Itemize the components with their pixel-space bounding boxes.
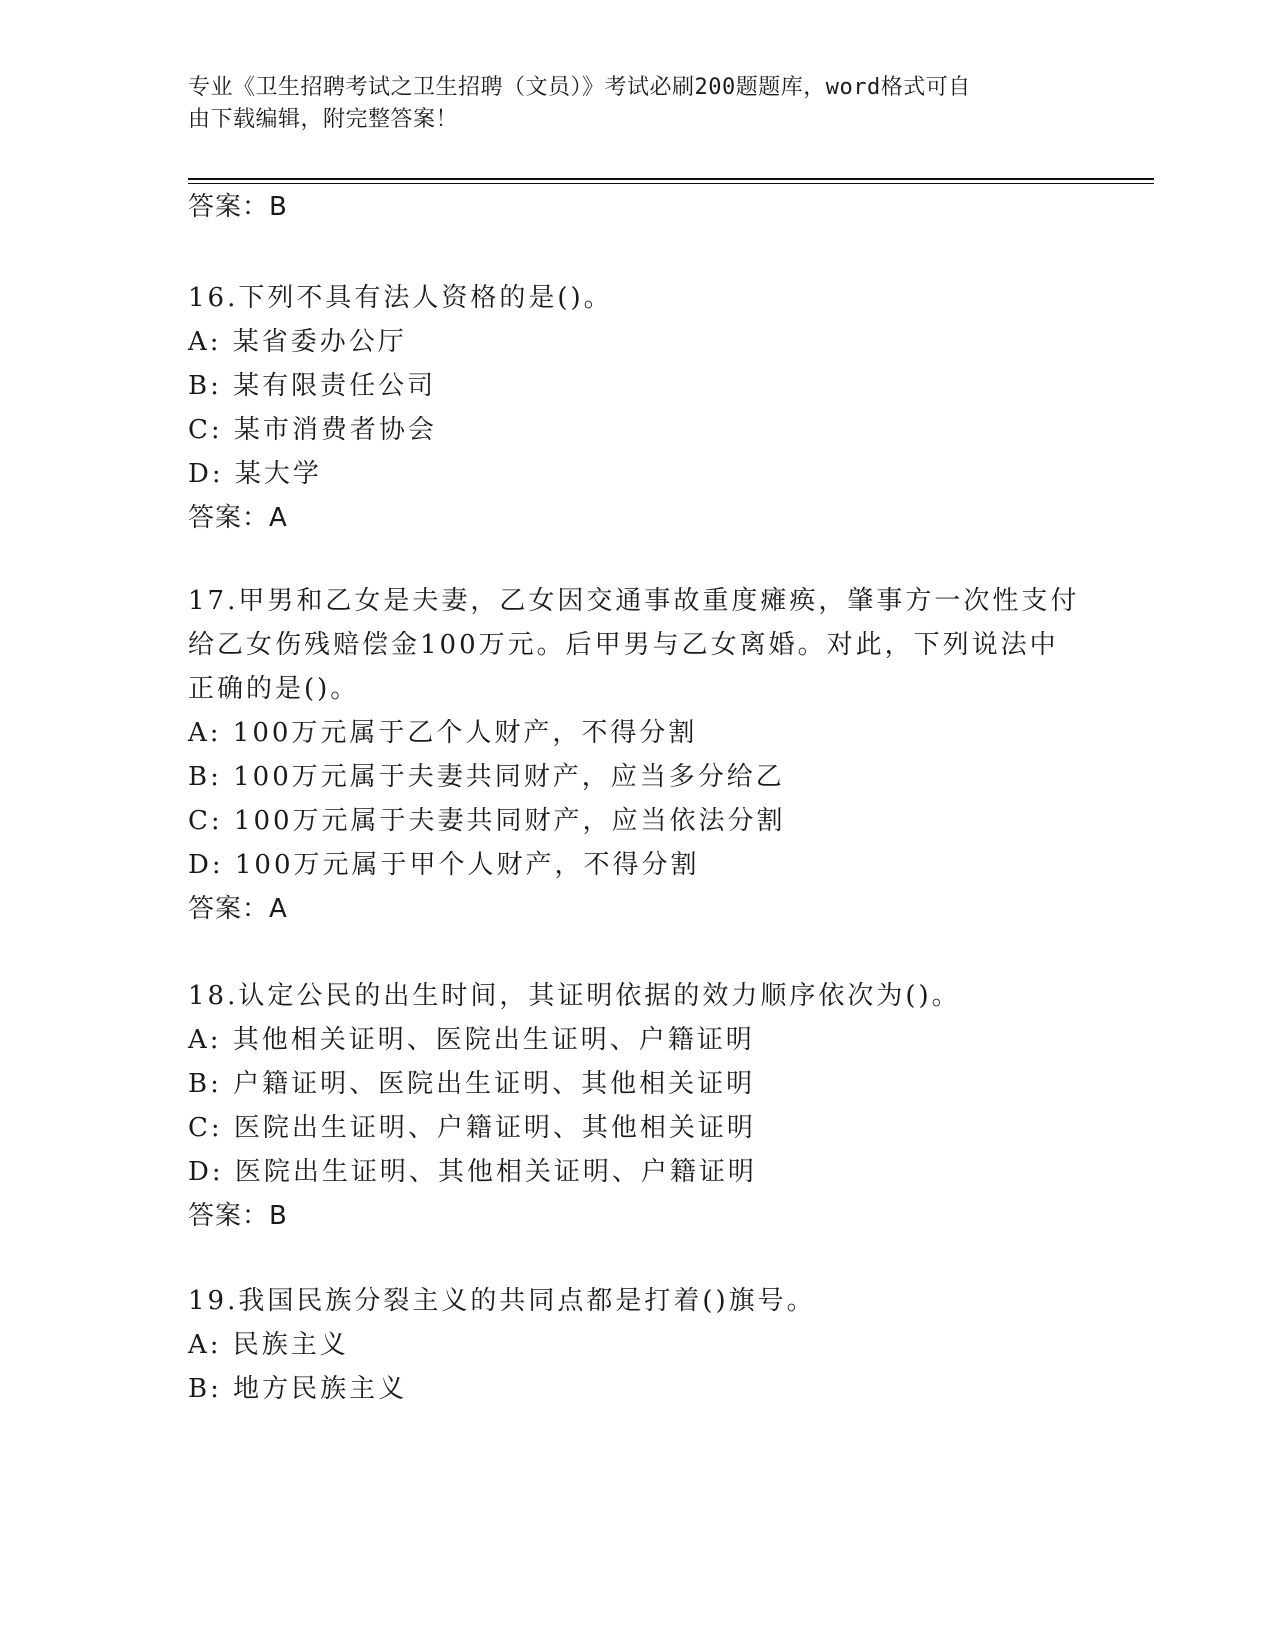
header-line-1: 专业《卫生招聘考试之卫生招聘（文员）》考试必刷200题题库，word格式可自	[188, 75, 971, 100]
question-19-option-a: A: 民族主义	[188, 1330, 349, 1360]
question-18-option-b: B: 户籍证明、医院出生证明、其他相关证明	[188, 1069, 756, 1099]
question-17-option-c: C: 100万元属于夫妻共同财产，应当依法分割	[188, 806, 786, 836]
document-header	[188, 72, 1068, 136]
question-18-answer: 答案：B	[188, 1201, 288, 1231]
question-17-option-b: B: 100万元属于夫妻共同财产，应当多分给乙	[188, 762, 785, 792]
question-17-option-d: D: 100万元属于甲个人财产，不得分割	[188, 850, 700, 880]
question-18-option-a: A: 其他相关证明、医院出生证明、户籍证明	[188, 1025, 755, 1055]
question-17-option-a: A: 100万元属于乙个人财产，不得分割	[188, 718, 698, 748]
question-17-stem-line-2: 给乙女伤残赔偿金100万元。后甲男与乙女离婚。对此，下列说法中	[188, 630, 1059, 660]
question-19-option-b: B: 地方民族主义	[188, 1374, 408, 1404]
question-16-option-b: B: 某有限责任公司	[188, 371, 437, 401]
question-16-option-c: C: 某市消费者协会	[188, 415, 437, 445]
question-17-stem-line-3: 正确的是()。	[188, 674, 360, 704]
question-16-stem: 16.下列不具有法人资格的是()。	[188, 283, 613, 313]
question-18-option-d: D: 医院出生证明、其他相关证明、户籍证明	[188, 1157, 757, 1187]
question-18-stem: 18.认定公民的出生时间，其证明依据的效力顺序依次为()。	[188, 981, 961, 1011]
header-line-2: 由下载编辑，附完整答案！	[188, 107, 459, 132]
header-rule-thin	[188, 183, 1154, 184]
question-19-stem: 19.我国民族分裂主义的共同点都是打着()旗号。	[188, 1286, 816, 1316]
question-16-option-a: A: 某省委办公厅	[188, 327, 407, 357]
question-16-option-d: D: 某大学	[188, 459, 322, 489]
question-16-answer: 答案：A	[188, 503, 288, 533]
question-18-option-c: C: 医院出生证明、户籍证明、其他相关证明	[188, 1113, 756, 1143]
header-rule-thick	[188, 178, 1154, 180]
answer-prev: 答案：B	[188, 192, 288, 222]
question-17-stem-line-1: 17.甲男和乙女是夫妻，乙女因交通事故重度瘫痪，肇事方一次性支付	[188, 586, 1080, 616]
question-17-answer: 答案：A	[188, 894, 288, 924]
